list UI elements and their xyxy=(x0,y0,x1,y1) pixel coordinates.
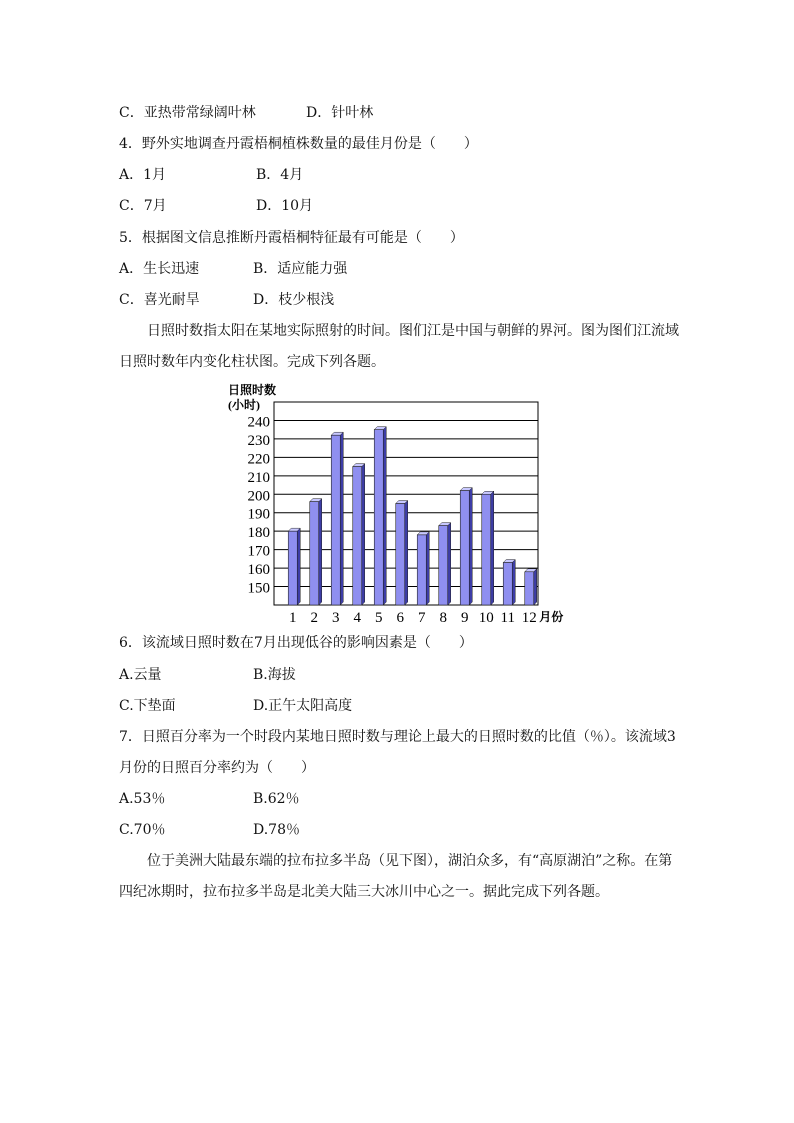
option-c: C．7月 xyxy=(119,198,167,214)
bar-1 xyxy=(288,528,300,605)
q4-options-row-1 xyxy=(119,165,304,185)
y-tick-label: 200 xyxy=(247,488,270,505)
x-tick-label: 3 xyxy=(332,610,340,624)
option-b: B．适应能力强 xyxy=(253,261,348,277)
x-tick-label: 4 xyxy=(353,610,361,624)
question-6-stem: 6．该流域日照时数在7月出现低谷的影响因素是（ ） xyxy=(119,635,473,651)
x-tick-label: 1 xyxy=(289,610,297,624)
x-tick-label: 8 xyxy=(439,610,447,624)
y-tick-label: 210 xyxy=(247,469,270,486)
q7-options-row-2 xyxy=(119,820,300,840)
x-tick-label: 2 xyxy=(310,610,318,624)
q4-options-row-2 xyxy=(119,196,314,216)
sunshine-hours-bar-chart xyxy=(222,380,572,624)
option-d: D.78％ xyxy=(253,822,300,838)
q6-options-row-1 xyxy=(119,665,296,685)
bar-5 xyxy=(374,427,386,605)
option-c: C.70％ xyxy=(119,822,166,838)
option-b: B．4月 xyxy=(256,167,304,183)
option-d: D．10月 xyxy=(256,198,314,214)
y-tick-label: 190 xyxy=(247,506,270,523)
x-tick-label: 9 xyxy=(461,610,469,624)
y-tick-label: 230 xyxy=(247,432,270,449)
q5-options-row-2 xyxy=(119,290,335,310)
option-b: B.海拔 xyxy=(253,667,296,683)
bar-3 xyxy=(331,432,343,605)
bar-2 xyxy=(310,499,322,605)
x-tick-label: 5 xyxy=(375,610,383,624)
option-c: C．喜光耐旱 xyxy=(119,292,200,308)
x-tick-label: 6 xyxy=(396,610,404,624)
y-tick-label: 170 xyxy=(247,543,270,560)
bar-9 xyxy=(460,488,472,605)
question-5-stem: 5．根据图文信息推断丹霞梧桐特征最有可能是（ ） xyxy=(119,230,464,246)
y-tick-label: 220 xyxy=(247,451,270,468)
y-tick-label: 160 xyxy=(247,562,270,579)
bar-4 xyxy=(353,464,365,605)
q3-options-row xyxy=(119,103,374,123)
intro-paragraph-sunshine: 日照时数指太阳在某地实际照射的时间。图们江是中国与朝鲜的界河。图为图们江流域日照时数年内变化柱状图。完成下列各题。 xyxy=(119,323,679,370)
chart-bars xyxy=(288,427,537,605)
x-tick-label: 12 xyxy=(521,610,537,624)
intro-paragraph-labrador: 位于美洲大陆最东端的拉布拉多半岛（见下图），湖泊众多，有“高原湖泊”之称。在第四纪冰期时，拉布拉多半岛是北美大陆三大冰川中心之一。据此完成下列各题。 xyxy=(119,853,673,900)
question-7-stem-line-1: 7．日照百分率为一个时段内某地日照时数与理论上最大的日照时数的比值（％）。该流域3 xyxy=(119,729,676,745)
option-a: A.云量 xyxy=(119,667,162,683)
option-d: D．针叶林 xyxy=(306,105,374,121)
q5-options-row-1 xyxy=(119,259,348,279)
option-c: C．亚热带常绿阔叶林 xyxy=(119,105,256,121)
option-c: C.下垫面 xyxy=(119,698,176,714)
bar-6 xyxy=(396,501,408,606)
option-b: B.62％ xyxy=(253,791,300,807)
q7-options-row-1 xyxy=(119,789,300,809)
bar-10 xyxy=(482,491,494,605)
option-a: A.53％ xyxy=(119,791,166,807)
y-tick-label: 180 xyxy=(247,525,270,542)
y-tick-label: 240 xyxy=(247,414,270,431)
x-axis-unit: 月份 xyxy=(539,610,564,624)
q6-options-row-2 xyxy=(119,696,353,716)
option-d: D．枝少根浅 xyxy=(253,292,335,308)
bar-12 xyxy=(525,569,537,605)
bar-7 xyxy=(417,532,429,605)
x-tick-label: 7 xyxy=(418,610,426,624)
question-7-stem-line-2: 月份的日照百分率约为（ ） xyxy=(119,760,315,776)
option-a: A．1月 xyxy=(119,167,167,183)
x-tick-label: 11 xyxy=(500,610,515,624)
question-4-stem: 4．野外实地调查丹霞梧桐植株数量的最佳月份是（ ） xyxy=(119,136,478,152)
bar-11 xyxy=(503,560,515,605)
y-axis-unit: (小时) xyxy=(228,398,260,412)
y-axis-title: 日照时数 xyxy=(228,383,277,397)
bar-8 xyxy=(439,523,451,605)
option-d: D.正午太阳高度 xyxy=(253,698,353,714)
option-a: A．生长迅速 xyxy=(119,261,200,277)
x-tick-label: 10 xyxy=(478,610,494,624)
y-tick-label: 150 xyxy=(247,580,270,597)
